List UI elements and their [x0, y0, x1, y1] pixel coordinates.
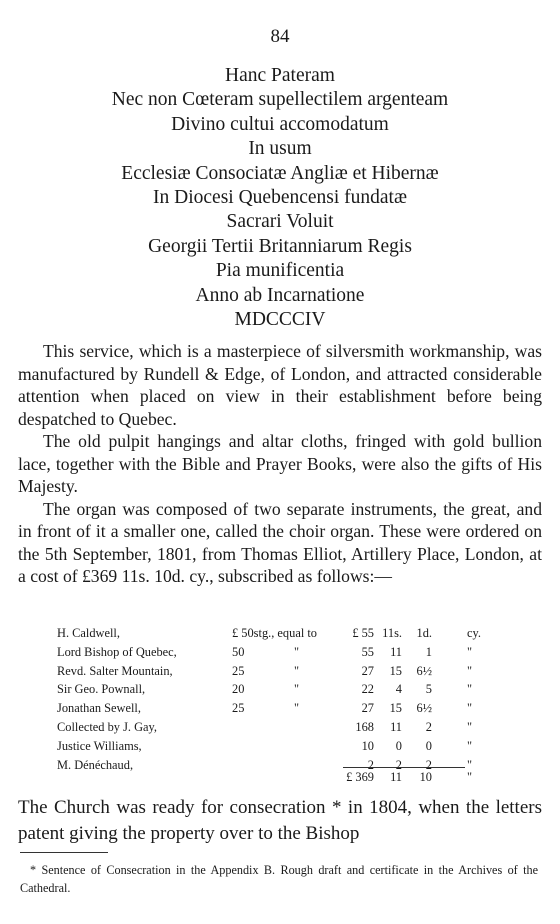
subscriber-name: Justice Williams,	[57, 738, 142, 753]
inscription-line: Anno ab Incarnatione	[195, 284, 365, 306]
inscription-line: Nec non Cœteram supellectilem argenteam	[111, 89, 449, 111]
shillings: 0	[395, 738, 402, 753]
latin-inscription	[0, 64, 560, 332]
shillings: 15	[389, 701, 402, 716]
equal-ditto: "	[294, 663, 300, 678]
pounds: 168	[355, 719, 374, 734]
subscription-row	[0, 643, 560, 662]
currency-ditto: "	[467, 682, 473, 697]
pence: 5	[425, 682, 432, 697]
pence: 1d.	[416, 626, 432, 640]
pence: 2	[425, 757, 432, 772]
pence: 6½	[416, 701, 432, 716]
subscriber-name: H. Caldwell,	[57, 626, 120, 640]
shillings: 11	[390, 719, 402, 734]
pounds: 27	[361, 663, 374, 678]
currency-ditto: "	[467, 701, 473, 716]
subscription-row	[0, 662, 560, 681]
shillings: 4	[395, 682, 402, 697]
subscriber-name: Collected by J. Gay,	[57, 719, 158, 734]
subscriber-name: Jonathan Sewell,	[57, 701, 141, 716]
pence: 1	[425, 644, 432, 659]
subscriber-name: Revd. Salter Mountain,	[57, 663, 173, 678]
equal-ditto: "	[294, 682, 300, 697]
shillings: 15	[389, 663, 402, 678]
currency-ditto: "	[467, 663, 473, 678]
pounds: £ 55	[352, 626, 374, 640]
subscriber-name: Sir Geo. Pownall,	[57, 682, 146, 697]
inscription-line: Pia munificentia	[215, 260, 345, 282]
subscriber-name: M. Dénéchaud,	[57, 757, 134, 772]
footnote	[20, 861, 538, 897]
total-pounds: £ 369	[346, 770, 374, 784]
subscription-row	[0, 737, 560, 756]
equal-ditto: "	[294, 644, 300, 659]
shillings: 2	[395, 757, 402, 772]
inscription-line: MDCCCIV	[234, 309, 326, 331]
subscription-row	[0, 680, 560, 699]
subscription-row	[0, 718, 560, 737]
sterling-amount: 25	[232, 663, 245, 678]
closing-text	[18, 795, 542, 846]
inscription-line: Hanc Pateram	[225, 65, 335, 86]
currency-ditto: "	[467, 719, 473, 734]
inscription-line: Divino cultui accomodatum	[171, 113, 389, 135]
total-pence: 10	[419, 770, 432, 784]
paragraph-pulpit-hangings: The old pulpit hangings and altar cloths, fringed with gold bullion lace, together with the Bible and Prayer Books, were also the gifts of His Majesty.	[18, 431, 542, 496]
inscription-line: Georgii Tertii Britanniarum Regis	[148, 235, 412, 257]
paragraph-organ: The organ was composed of two separate instruments, the great, and in front of it a smaller one, called the choir organ. These were ordered on the 5th September, 1801, from Thomas Elliot, Artillery Place, London, at a cost of £369 11s. 10d. cy., subscribed as follows:—	[18, 498, 542, 586]
paragraph-silver-service: This service, which is a masterpiece of silversmith workmanship, was manufactured by Rundell & Edge, of London, and attracted considerable attention when placed on view in their establishment before being despatched to Quebec.	[18, 341, 542, 429]
pounds: 2	[367, 757, 374, 772]
shillings: 11s.	[382, 626, 402, 640]
inscription-line: Sacrari Voluit	[226, 211, 334, 233]
pence: 2	[425, 719, 432, 734]
page-number: 84	[270, 26, 290, 47]
currency-ditto: cy.	[467, 626, 481, 640]
subscription-row	[0, 699, 560, 718]
sterling-amount: 25	[232, 701, 245, 716]
pounds: 27	[361, 701, 374, 716]
footnote-text: * Sentence of Consecration in the Appendix B. Rough draft and certificate in the Archives of the Cathedral.	[20, 863, 538, 895]
paragraph-consecration: The Church was ready for consecration * in 1804, when the letters patent giving the property over to the Bishop	[18, 797, 542, 844]
footnote-rule	[20, 852, 108, 853]
inscription-line: Ecclesiæ Consociatæ Angliæ et Hibernæ	[121, 162, 439, 184]
pounds: 55	[361, 644, 374, 659]
shillings: 11	[390, 644, 402, 659]
pounds: 22	[361, 682, 374, 697]
total-currency-ditto: "	[467, 770, 473, 784]
subscriber-name: Lord Bishop of Quebec,	[57, 644, 177, 659]
inscription-line: In Diocesi Quebencensi fundatæ	[153, 187, 407, 209]
equal-ditto: "	[294, 701, 300, 716]
sterling-amount: 50	[232, 644, 245, 659]
currency-ditto: "	[467, 757, 473, 772]
body-text	[18, 340, 542, 588]
subscription-table	[0, 624, 560, 774]
pence: 0	[425, 738, 432, 753]
sterling-amount: 20	[232, 682, 245, 697]
pounds: 10	[361, 738, 374, 753]
currency-ditto: "	[467, 644, 473, 659]
total-shillings: 11	[390, 770, 402, 784]
sterling-amount: £ 50stg., equal to	[232, 626, 318, 640]
pence: 6½	[416, 663, 432, 678]
inscription-line: In usum	[248, 138, 312, 160]
currency-ditto: "	[467, 738, 473, 753]
subscription-total	[0, 768, 560, 787]
subscription-row	[0, 624, 560, 643]
